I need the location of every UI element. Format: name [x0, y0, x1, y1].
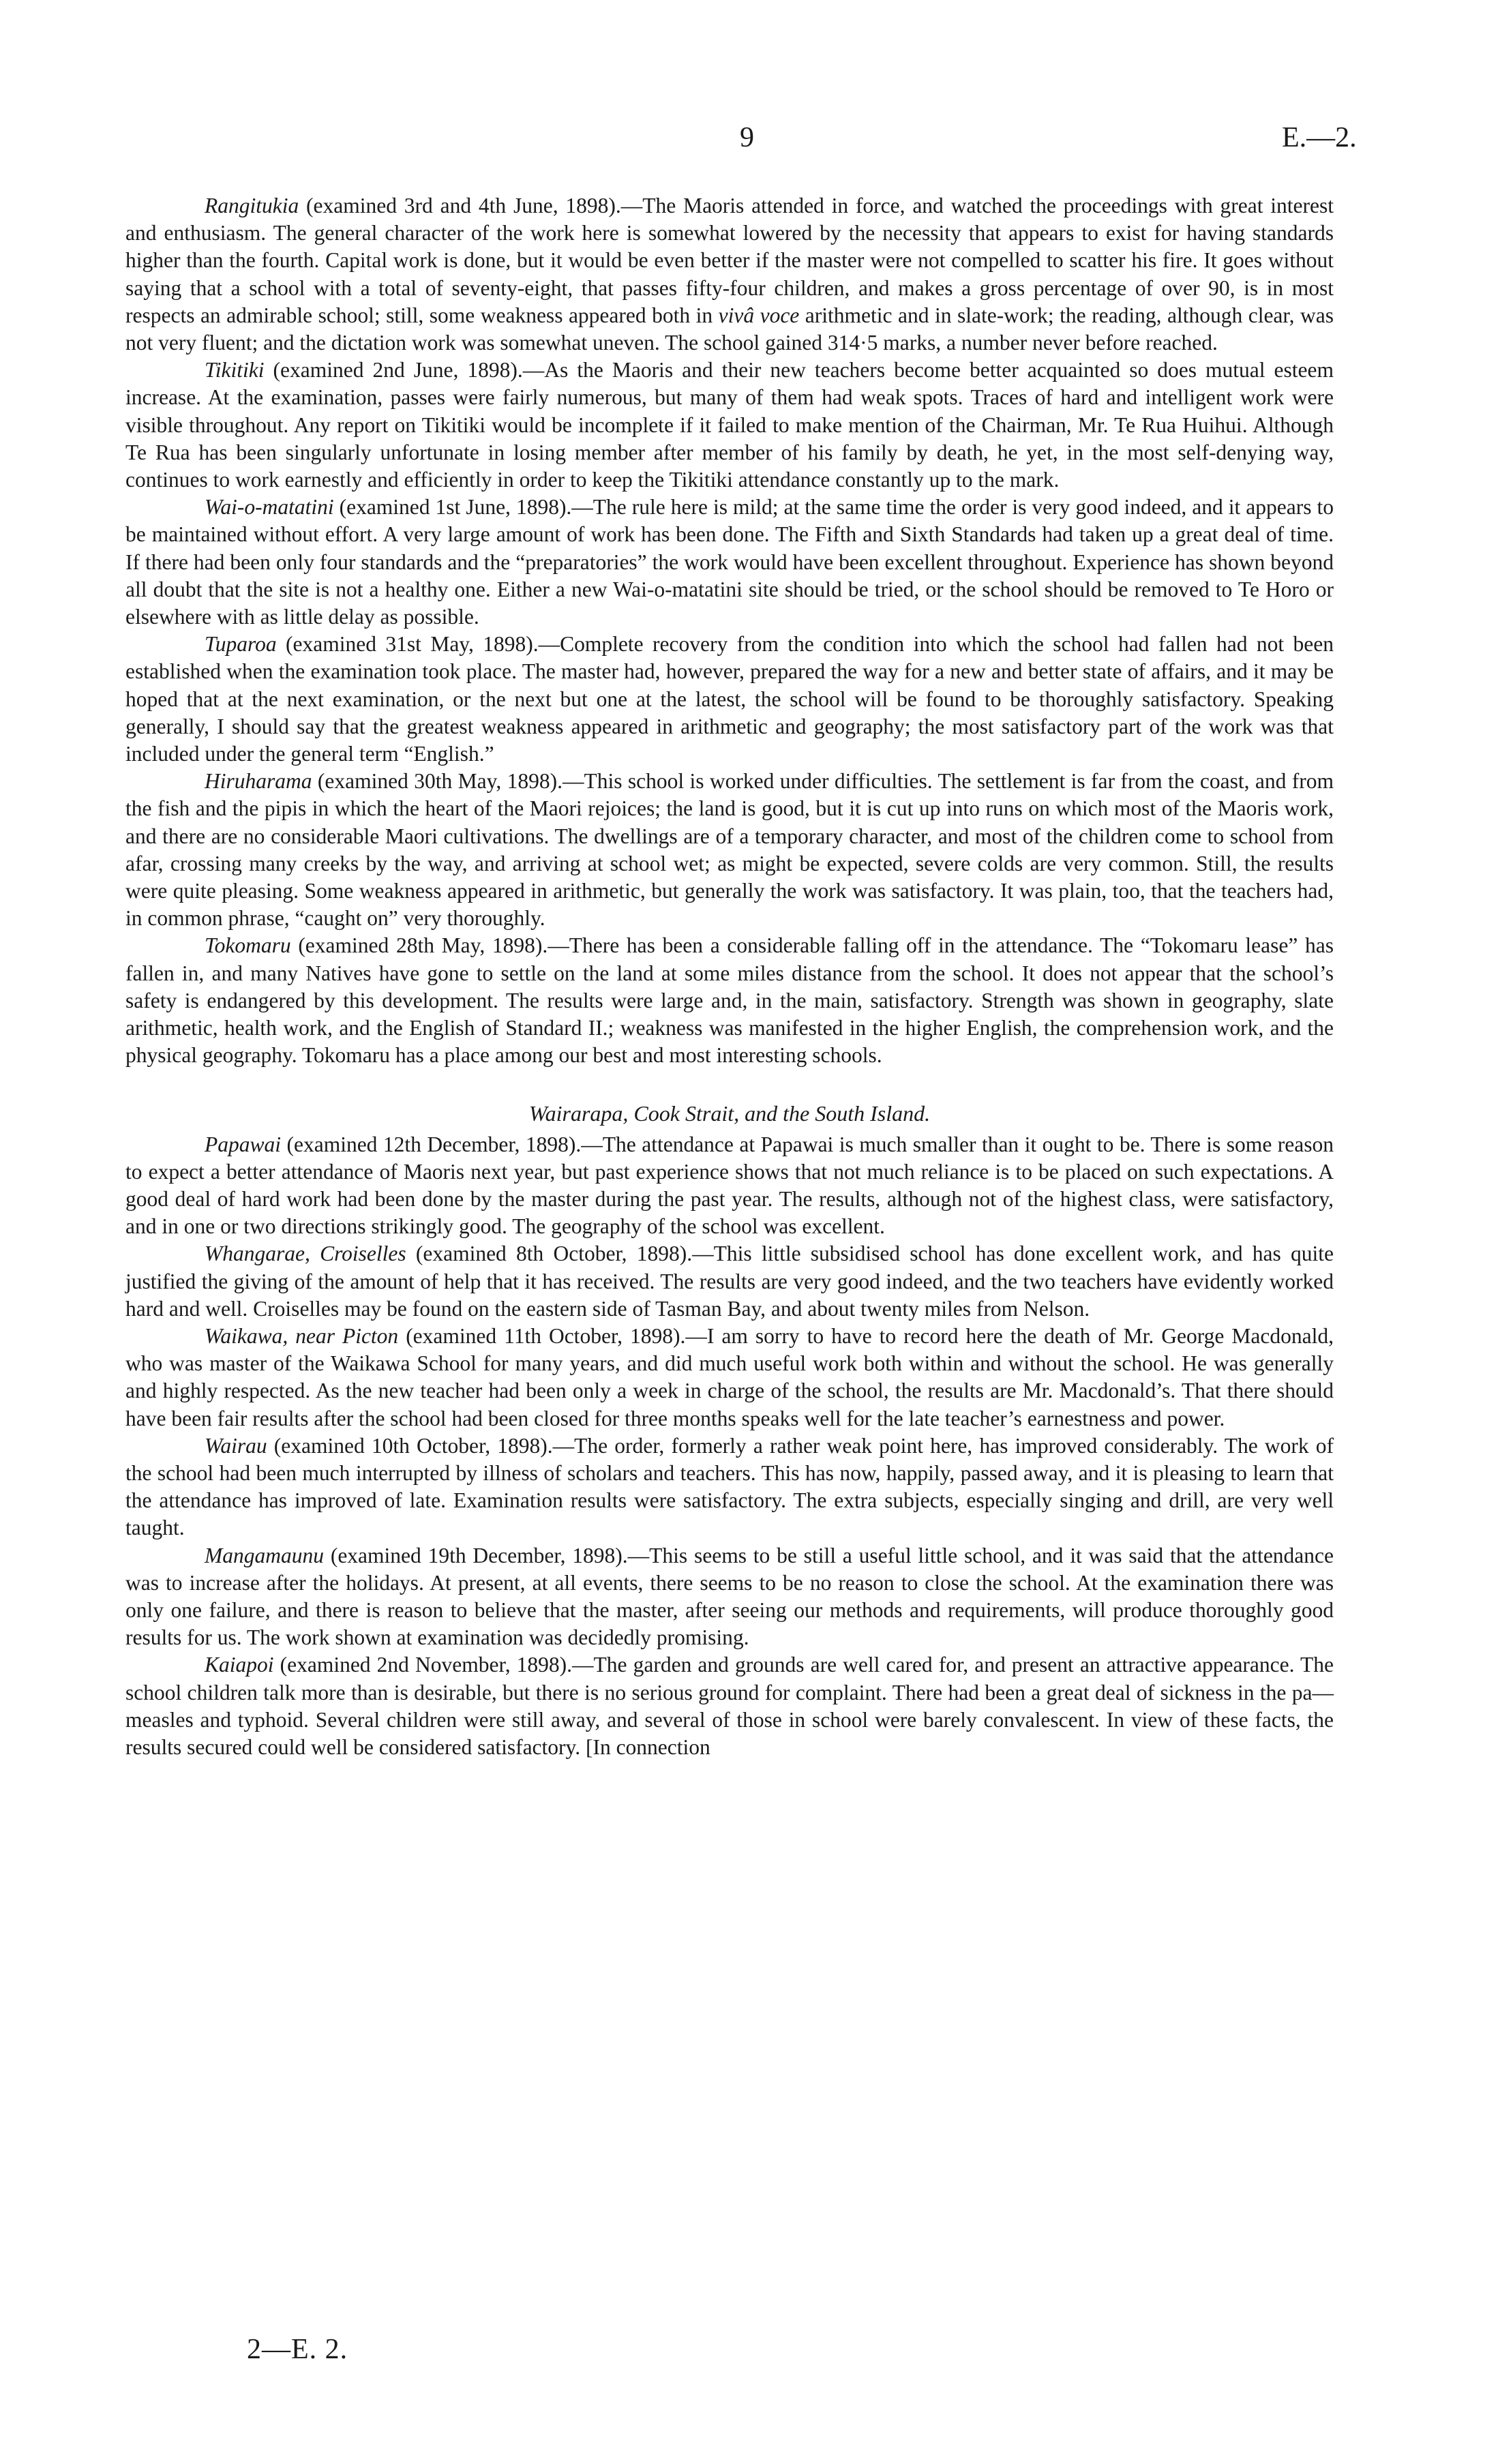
school-name: Wairau: [205, 1433, 267, 1458]
paragraph-tuparoa: Tuparoa (examined 31st May, 1898).—Complete recovery from the condition into which the school had fallen had not been established when the examination took place. The master had, however, prepared the way for a new and better state of affairs, and it may be hoped that at the next examination, or the next but one at the latest, the school will be found to be thoroughly satisfactory. Speaking generally, I should say that the greatest weakness appeared in arithmetic and geography; the most satisfactory part of the work was that included under the general term “English.”: [125, 632, 1334, 766]
report-body: [125, 192, 1334, 1761]
school-name: Tikitiki: [205, 358, 265, 382]
school-name: Tokomaru: [205, 933, 291, 958]
school-name: Hiruharama: [205, 769, 312, 794]
section-heading: Wairarapa, Cook Strait, and the South Island.: [528, 1100, 931, 1126]
paragraph-mangamaunu: Mangamaunu (examined 19th December, 1898).—This seems to be still a useful little school, and it was said that the attendance was to increase after the holidays. At present, at all events, there seems to be no reason to close the school. At the examination there was only one failure, and there is reason to believe that the master, after seeing our methods and requirements, will produce thoroughly good results for us. The work shown at examination was decidedly promising.: [125, 1543, 1334, 1650]
paragraph-wairau: Wairau (examined 10th October, 1898).—The order, formerly a rather weak point here, has improved considerably. The work of the school had been much interrupted by illness of scholars and teachers. This has now, happily, passed away, and it is pleasing to learn that the attendance has improved of late. Examination results were satisfactory. The extra subjects, especially singing and drill, are very well taught.: [125, 1433, 1334, 1540]
school-name: Wai-o-matatini: [205, 495, 334, 520]
school-name: Rangitukia: [205, 194, 299, 217]
paragraph-waikawa: Waikawa, near Picton (examined 11th October, 1898).—I am sorry to have to record here the death of Mr. George Macdonald, who was master of the Waikawa School for many years, and did much useful work both within and without the school. He was generally and highly respected. As the new teacher had been only a week in charge of the school, the results are Mr. Macdonald’s. That there should have been fair results after the school had been closed for three months speaks well for the late teacher’s earnestness and power.: [125, 1323, 1334, 1430]
paragraph-tikitiki: Tikitiki (examined 2nd June, 1898).—As the Maoris and their new teachers become better acquainted so does mutual esteem increase. At the examination, passes were fairly numerous, but many of them had weak spots. Traces of hard and intelligent work were visible throughout. Any report on Tikitiki would be incomplete if it failed to make mention of the Chairman, Mr. Te Rua Huihui. Although Te Rua has been singularly unfortunate in losing member after member of his family by death, he yet, in the most self-denying way, continues to work earnestly and efficiently in order to keep the Tikitiki attendance constantly up to the mark.: [125, 358, 1334, 492]
school-name: Mangamaunu: [205, 1543, 324, 1567]
page-header: [0, 121, 1498, 162]
school-name: Kaiapoi: [205, 1653, 274, 1677]
school-name: Tuparoa: [205, 632, 277, 657]
paragraph-kaiapoi: Kaiapoi (examined 2nd November, 1898).—The garden and grounds are well cared for, and present an attractive appearance. The school children talk more than is desirable, but there is no serious ground for complaint. There had been a great deal of sickness in the pa—measles and typhoid. Several children were still away, and several of those in school were barely convalescent. In view of these facts, the results secured could well be considered satisfactory. [In connection: [125, 1653, 1334, 1759]
school-name: Papawai: [205, 1132, 282, 1156]
document-reference: E.—2.: [1282, 122, 1357, 153]
page-number: 9: [740, 122, 754, 153]
paragraph-wai-o-matatini: Wai-o-matatini (examined 1st June, 1898).—The rule here is mild; at the same time the order is very good indeed, and it appears to be maintained without effort. A very large amount of work has been done. The Fifth and Sixth Standards had taken up a great deal of time. If there had been only four standards and the “preparatories” the work would have been excellent throughout. Experience has shown beyond all doubt that the site is not a healthy one. Either a new Wai-o-matatini site should be tried, or the school should be removed to Te Horo or elsewhere with as little delay as possible.: [125, 495, 1334, 629]
paragraph-hiruharama: Hiruharama (examined 30th May, 1898).—This school is worked under difficulties. The settlement is far from the coast, and from the fish and the pipis in which the heart of the Maori rejoices; the land is good, but it is cut up into runs on which most of the Maoris work, and there are no considerable Maori cultivations. The dwellings are of a temporary character, and most of the children come to school from afar, crossing many creeks by the way, and arriving at school wet; as might be expected, severe colds are very common. Still, the results were quite pleasing. Some weakness appeared in arithmetic, but generally the work was satisfactory. It was plain, too, that the teachers had, in common phrase, “caught on” very thoroughly.: [125, 769, 1334, 931]
page-signature: 2—E. 2.: [247, 2334, 348, 2365]
paragraph-whangarae: Whangarae, Croiselles (examined 8th October, 1898).—This little subsidised school has done excellent work, and has quite justified the giving of the amount of help that it has received. The results are very good indeed, and the two teachers have evidently worked hard and well. Croiselles may be found on the eastern side of Tasman Bay, and about twenty miles from Nelson.: [125, 1242, 1334, 1321]
paragraph-rangitukia: Rangitukia (examined 3rd and 4th June, 1898).—The Maoris attended in force, and watched the proceedings with great interest and enthusiasm. The general character of the work here is somewhat lowered by the necessity that appears to exist for having standards higher than the fourth. Capital work is done, but it would be even better if the master were not compelled to scatter his fire. It goes without saying that a school with a total of seventy-eight, that passes fifty-four children, and makes a gross percentage of over 90, is in most respects an admirable school; still, some weakness appeared both in vivâ voce arithmetic and in slate-work; the reading, although clear, was not very fluent; and the dictation work was somewhat uneven. The school gained 314·5 marks, a number never before reached.: [125, 194, 1334, 355]
paragraph-papawai: Papawai (examined 12th December, 1898).—The attendance at Papawai is much smaller than it ought to be. There is some reason to expect a better attendance of Maoris next year, but past experience shows that not much reliance is to be placed on such expectations. A good deal of hard work had been done by the master during the past year. The results, although not of the highest class, were satisfactory, and in one or two directions strikingly good. The geography of the school was excellent.: [125, 1132, 1334, 1239]
school-name: Whangarae, Croiselles: [205, 1242, 406, 1266]
school-name: Waikawa, near Picton: [205, 1323, 399, 1348]
paragraph-tokomaru: Tokomaru (examined 28th May, 1898).—There has been a considerable falling off in the attendance. The “Tokomaru lease” has fallen in, and many Natives have gone to settle on the land at some miles distance from the school. It does not appear that the school’s safety is endangered by this development. The results were large and, in the main, satisfactory. Strength was shown in geography, slate arithmetic, health work, and the English of Standard II.; weakness was manifested in the higher English, the comprehension work, and the physical geography. Tokomaru has a place among our best and most interesting schools.: [125, 933, 1334, 1068]
